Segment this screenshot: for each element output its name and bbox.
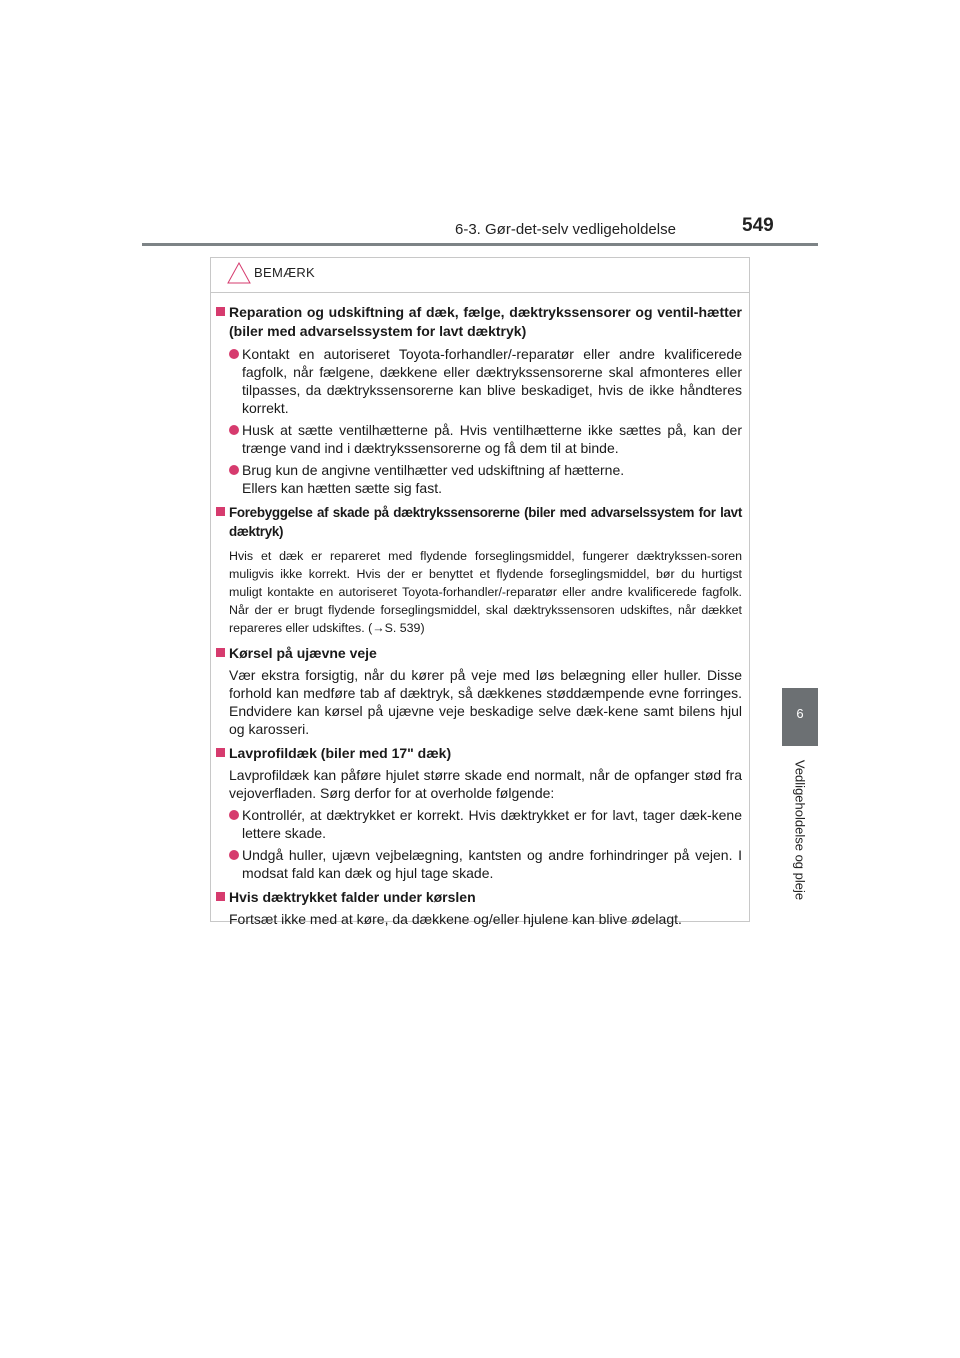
round-bullet-icon <box>229 349 239 359</box>
section-heading <box>216 744 742 763</box>
bullet-item <box>216 421 742 457</box>
chapter-number: 6 <box>796 706 804 721</box>
bullet-text-line2: Ellers kan hætten sætte sig fast. <box>242 480 442 496</box>
square-bullet-icon <box>216 507 225 516</box>
section-low-profile-tires <box>216 744 742 882</box>
section-paragraph: Hvis et dæk er repareret med flydende forseglingsmiddel, fungerer dæktrykssen-soren muligvis ikke korrekt. Hvis der er benyttet et flydende forseglingsmiddel, bør du hurtigst muligt kontakte en autoriseret Toyota-forhandler/-reparatør eller andre kvalificerede fagfolk. Når der er brugt flydende forseglingsmiddel, skal dæktrykssensoren udskiftes, når dækket repareres eller udskiftes. (→S. 539) <box>229 549 742 635</box>
section-heading-text: Kørsel på ujævne veje <box>229 645 377 661</box>
section-heading <box>216 303 742 341</box>
bullet-text: Kontrollér, at dæktrykket er korrekt. Hvis dæktrykket er for lavt, tager dæk-kene lettere skade. <box>242 807 742 841</box>
section-tire-repair <box>216 303 742 497</box>
bullet-item <box>216 461 742 497</box>
section-heading-text: Reparation og udskiftning af dæk, fælge, dæktrykssensorer og ventil-hætter (biler med advarselssystem for lavt dæktryk) <box>229 304 742 339</box>
notice-header <box>211 258 749 293</box>
warning-triangle-icon <box>227 262 251 289</box>
round-bullet-icon <box>229 850 239 860</box>
page-number: 549 <box>742 215 774 236</box>
section-paragraph: Fortsæt ikke med at køre, da dækkene og/eller hjulene kan blive ødelagt. <box>229 911 682 927</box>
section-heading-text: Hvis dæktrykket falder under kørslen <box>229 889 476 905</box>
notice-box <box>210 257 750 927</box>
bullet-text: Undgå huller, ujævn vejbelægning, kantsten og andre forhindringer på vejen. I modsat fald kan dæk og hjul tage skade. <box>242 847 742 881</box>
bullet-text: Kontakt en autoriseret Toyota-forhandler/-reparatør eller andre kvalificerede fagfolk, når fælgene, dækkene eller dæktrykssensorerne skal afmonteres eller tilpasses, da dæktrykssensorerne kan blive beskadiget, hvis de ikke håndteres korrekt. <box>242 346 742 416</box>
square-bullet-icon <box>216 307 225 316</box>
notice-body <box>211 293 749 928</box>
round-bullet-icon <box>229 465 239 475</box>
section-rough-roads <box>216 644 742 738</box>
section-paragraph: Lavprofildæk kan påføre hjulet større skade end normalt, når de opfanger stød fra vejoverfladen. Sørg derfor for at overholde følgende: <box>229 767 742 801</box>
section-heading-text: Lavprofildæk (biler med 17" dæk) <box>229 745 452 761</box>
header-rule <box>142 243 818 246</box>
bullet-item <box>216 345 742 417</box>
bullet-text: Husk at sætte ventilhætterne på. Hvis ventilhætterne ikke sættes på, kan der trænge vand ind i dæktrykssensorerne og få dem til at binde. <box>242 422 742 456</box>
section-heading <box>216 644 742 663</box>
bullet-text: Brug kun de angivne ventilhætter ved udskiftning af hætterne. <box>242 462 625 478</box>
chapter-label: Vedligeholdelse og pleje <box>792 759 808 901</box>
bullet-item <box>216 846 742 882</box>
square-bullet-icon <box>216 648 225 657</box>
section-heading <box>216 888 742 907</box>
header-section-title: 6-3. Gør-det-selv vedligeholdelse <box>455 221 676 238</box>
square-bullet-icon <box>216 748 225 757</box>
section-heading <box>216 503 742 541</box>
round-bullet-icon <box>229 425 239 435</box>
square-bullet-icon <box>216 892 225 901</box>
section-paragraph: Vær ekstra forsigtig, når du kører på veje med løs belægning eller huller. Disse forhold kan medføre tab af dæktryk, så dækkenes støddæmpende evne forringes. Endvidere kan kørsel på ujævne veje beskadige selve dæk-kene samt bilens hjul og karosseri. <box>229 667 742 737</box>
notice-title: BEMÆRK <box>254 265 316 280</box>
bullet-item <box>216 806 742 842</box>
round-bullet-icon <box>229 810 239 820</box>
section-pressure-drop <box>216 888 742 928</box>
section-heading-text: Forebyggelse af skade på dæktrykssensorerne (biler med advarselssystem for lavt dæktryk) <box>229 505 742 539</box>
section-sensor-damage <box>216 503 742 637</box>
